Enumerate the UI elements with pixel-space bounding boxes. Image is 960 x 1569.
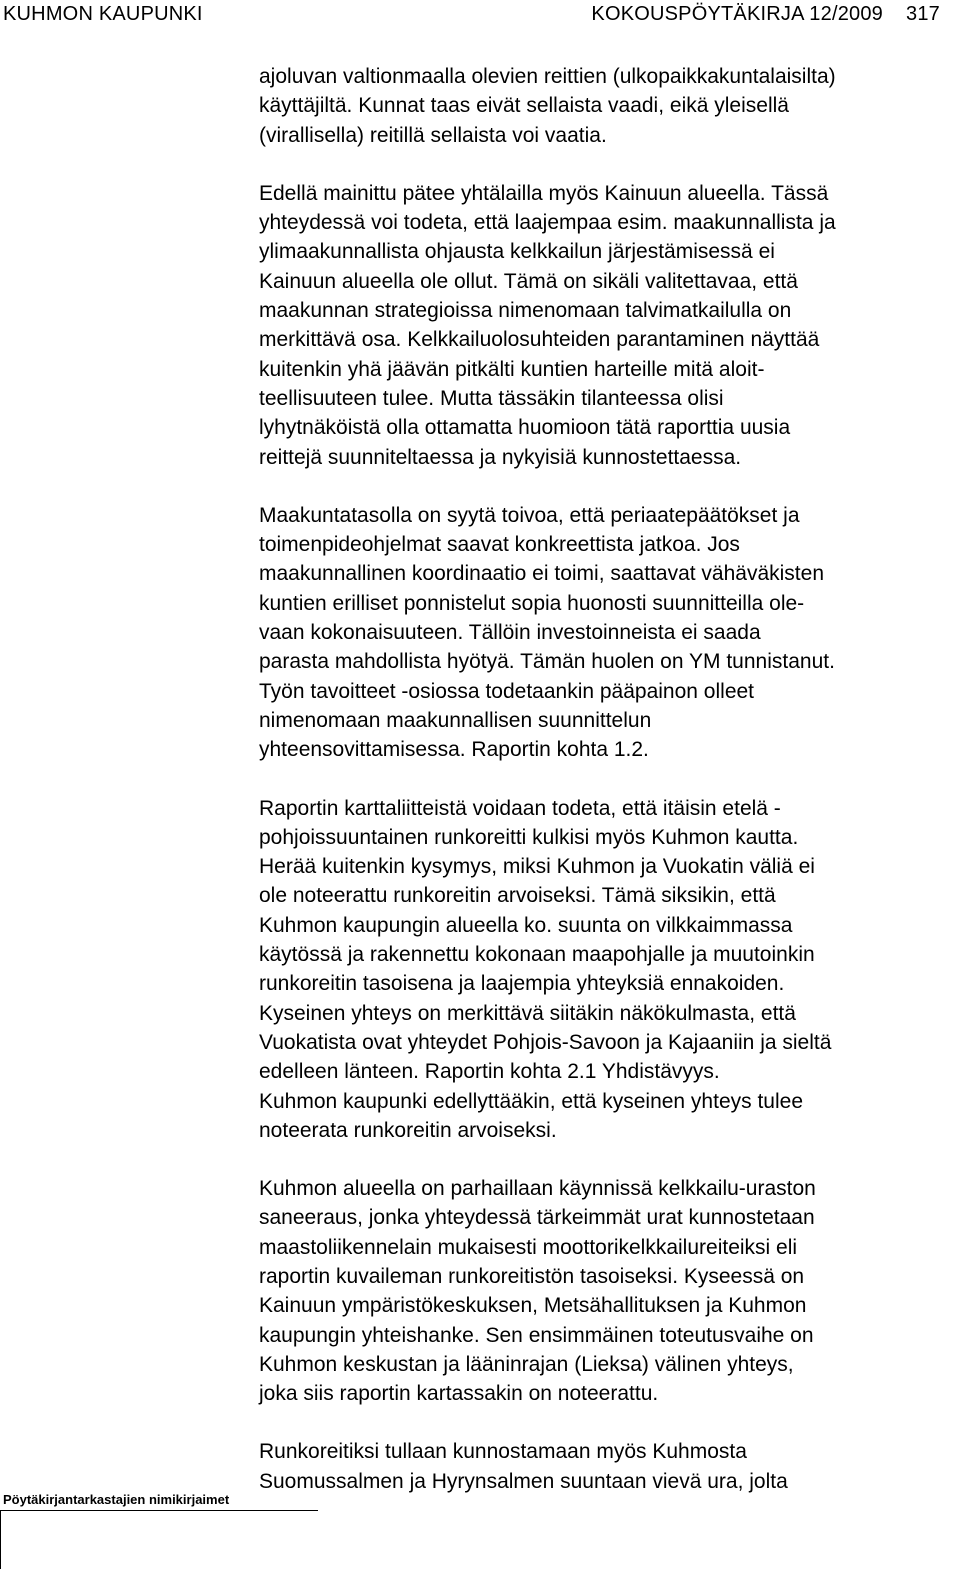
page-header (0, 0, 960, 30)
paragraph-2: Edellä mainittu pätee yhtälailla myös Kainuun alueella. Tässä yhteydessä voi todeta, että laajempaa esim. maakunnallista ja ylimaakunnallista ohjausta kelkkailun järjestämisessä ei Kainuun alueella ole ollut. Tämä on sikäli valitettavaa, että maakunnan strategioissa nimenomaan talvimatkailulla on merkittävä osa. Kelkkailuolosuhteiden parantaminen näyttää kuitenkin yhä jäävän pitkälti kuntien harteille mitä aloit- teellisuuteen tulee. Mutta tässäkin tilanteessa olisi lyhytnäköistä olla ottamatta huomioon tätä raporttia uusia reittejä suunniteltaessa ja nykyisiä kunnostettaessa. (259, 181, 836, 469)
document-body (259, 62, 944, 1525)
signature-label: Pöytäkirjantarkastajien nimikirjaimet (3, 1492, 230, 1507)
document-title-and-page: KOKOUSPÖYTÄKIRJA 12/2009 317 (591, 3, 940, 25)
paragraph-4: Raportin karttaliitteistä voidaan todeta, että itäisin etelä - pohjoissuuntainen runkoreitti kulkisi myös Kuhmon kautta. Herää kuitenkin kysymys, miksi Kuhmon ja Vuokatin väliä ei ole noteerattu runkoreitin arvoiseksi. Tämä siksikin, että Kuhmon kaupungin alueella ko. suunta on vilkkaimmassa käytössä ja rakennettu kokonaan maapohjalle ja muutoinkin runkoreitin tasoisena ja laajempia yhteyksiä ennakoiden. Kyseinen yhteys on merkittävä siitäkin näkökulmasta, että Vuokatista ovat yhteydet Pohjois-Savoon ja Kajaaniin ja sieltä edelleen länteen. Raportin kohta 2.1 Yhdistävyys. Kuhmon kaupunki edellyttääkin, että kyseinen yhteys tulee noteerata runkoreitin arvoiseksi. (259, 796, 832, 1142)
signature-line (0, 1510, 318, 1511)
paragraph-5: Kuhmon alueella on parhaillaan käynnissä kelkkailu-uraston saneeraus, jonka yhteydessä tärkeimmät urat kunnostetaan maastoliikennelain mukaisesti moottorikelkkailureiteiksi eli raportin kuvaileman runkoreitistön tasoiseksi. Kyseessä on Kainuun ympäristökeskuksen, Metsähallituksen ja Kuhmon kaupungin yhteishanke. Sen ensimmäinen toteutusvaihe on Kuhmon keskustan ja lääninrajan (Lieksa) välinen yhteys, joka siis raportin kartassakin on noteerattu. (259, 1177, 816, 1406)
signature-box-border (0, 1510, 1, 1569)
paragraph-3: Maakuntatasolla on syytä toivoa, että periaatepäätökset ja toimenpideohjelmat saavat konkreettista jatkoa. Jos maakunnallinen koordinaatio ei toimi, saattavat vähäväkisten kuntien erilliset ponnistelut sopia huonosti suunnitteilla ole- vaan kokonaisuuteen. Tällöin investoinneista ei saada parasta mahdollista hyötyä. Tämän huolen on YM tunnistanut. Työn tavoitteet -osiossa todetaankin pääpainon olleet nimenomaan maakunnallisen suunnittelun yhteensovittamisessa. Raportin kohta 1.2. (259, 503, 835, 762)
paragraph-6: Runkoreitiksi tullaan kunnostamaan myös Kuhmosta Suomussalmen ja Hyrynsalmen suuntaan vievä ura, jolta (259, 1440, 788, 1493)
paragraph-1: ajoluvan valtionmaalla olevien reittien (ulkopaikkakuntalaisilta) käyttäjiltä. Kunnat taas eivät sellaista vaadi, eikä yleisellä (virallisella) reitillä sellaista voi vaatia. (259, 65, 836, 147)
organization-name: KUHMON KAUPUNKI (3, 3, 203, 25)
